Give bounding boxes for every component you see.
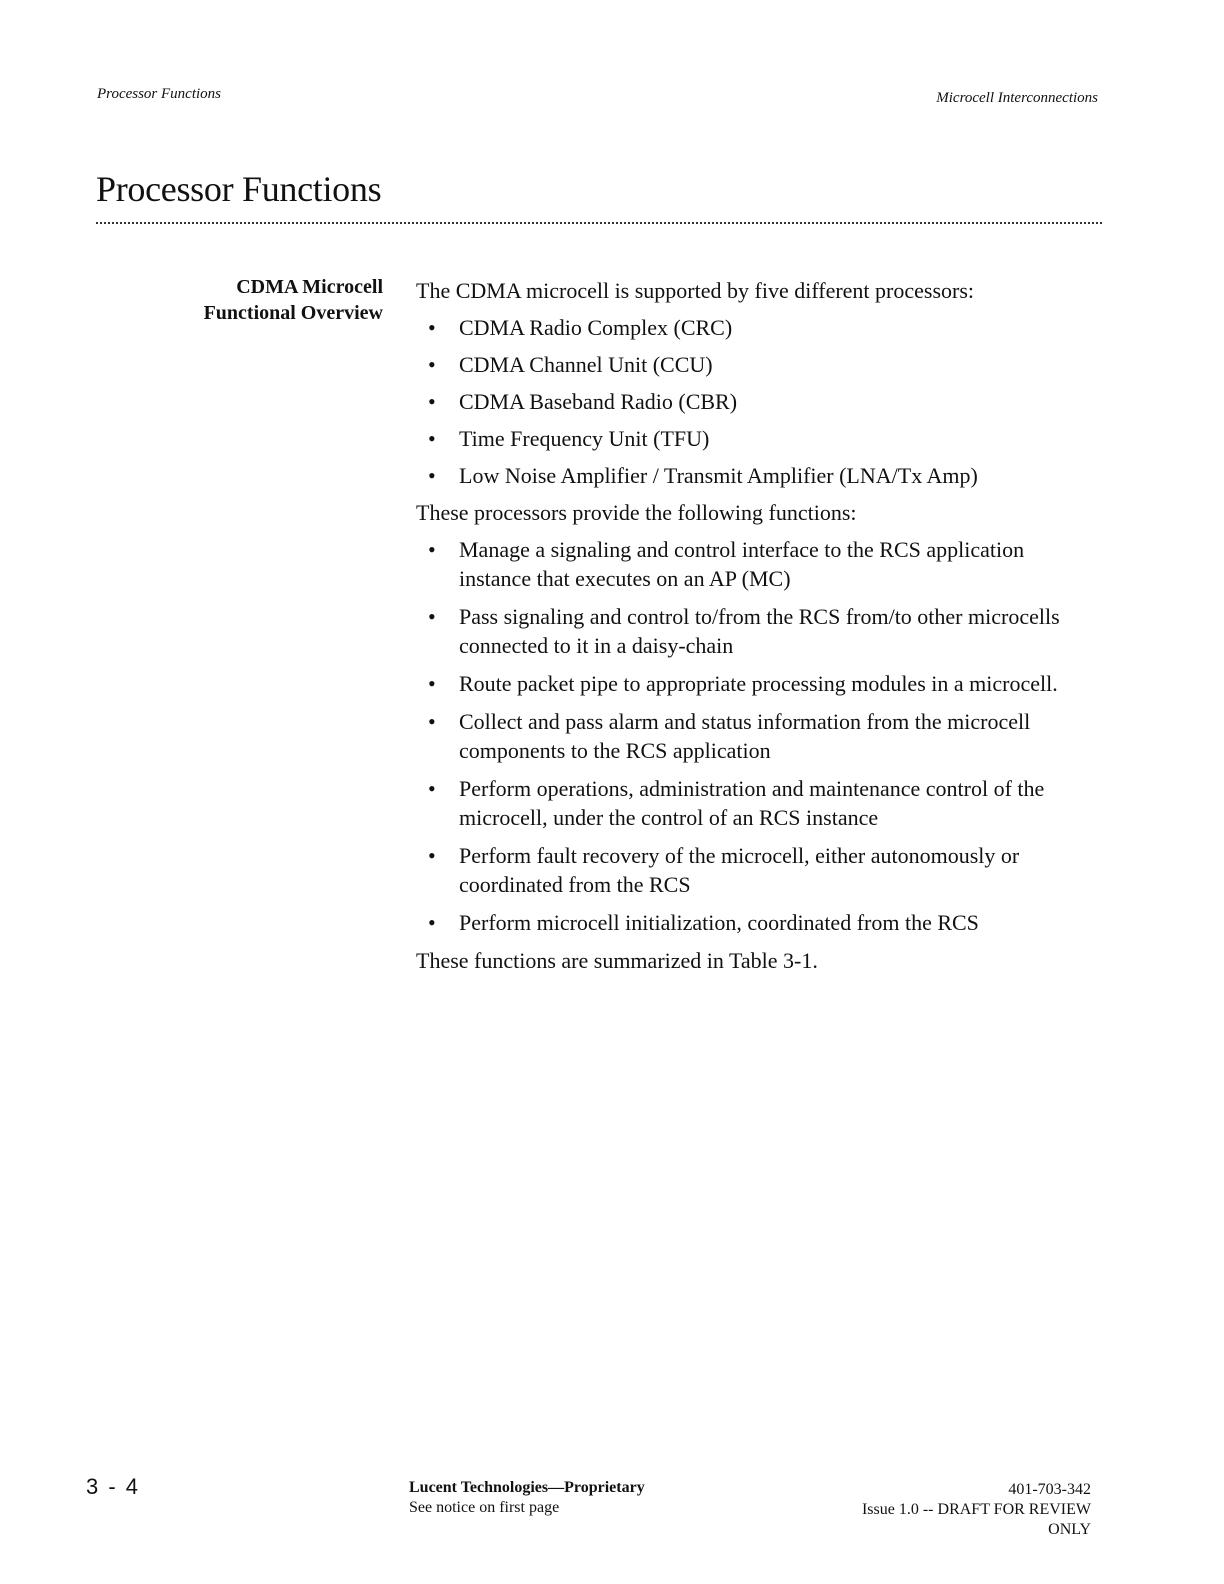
bullet-icon: • (428, 463, 436, 488)
bullet-icon: • (428, 671, 436, 696)
page-title: Processor Functions (96, 169, 382, 209)
title-divider (96, 222, 1102, 224)
list-item-text: Collect and pass alarm and status information from the microcell components to the RCS application (459, 709, 1031, 763)
list-item-text: Time Frequency Unit (TFU) (459, 426, 710, 451)
list-item (416, 313, 1096, 342)
side-heading-line-1: CDMA Microcell (236, 276, 383, 298)
body-column (416, 276, 1096, 975)
list-item-text: Perform operations, administration and maintenance control of the microcell, under the control of an RCS instance (459, 776, 1045, 830)
list-item (416, 535, 1096, 593)
list-item-text: Manage a signaling and control interface to the RCS application instance that executes on an AP (MC) (459, 537, 1025, 591)
list-item (416, 387, 1096, 416)
list-item-text: Route packet pipe to appropriate processing modules in a microcell. (459, 671, 1058, 696)
bullet-icon: • (428, 604, 436, 629)
intro-paragraph: The CDMA microcell is supported by five different processors: (416, 278, 975, 303)
bullet-icon: • (428, 709, 436, 734)
list-item (416, 350, 1096, 379)
footer-notice: See notice on first page (409, 1499, 560, 1516)
list-item (416, 461, 1096, 490)
footer-company: Lucent Technologies—Proprietary (409, 1479, 645, 1496)
list-item (416, 669, 1096, 698)
list-item (416, 602, 1096, 660)
list-item-text: CDMA Channel Unit (CCU) (459, 352, 713, 377)
closing-paragraph: These functions are summarized in Table 3-1. (416, 948, 818, 973)
side-heading (150, 274, 383, 326)
bullet-icon: • (428, 776, 436, 801)
bullet-icon: • (428, 910, 436, 935)
bullet-icon: • (428, 352, 436, 377)
footer-doc-number: 401-703-342 (1008, 1481, 1091, 1498)
footer-proprietary-notice (409, 1478, 645, 1518)
functions-list (416, 535, 1096, 937)
processor-list (416, 313, 1096, 490)
list-item-text: CDMA Baseband Radio (CBR) (459, 389, 738, 414)
running-header-right: Microcell Interconnections (936, 90, 1098, 106)
bullet-icon: • (428, 537, 436, 562)
running-header-left: Processor Functions (97, 86, 222, 102)
list-item (416, 908, 1096, 937)
page-number: 3 - 4 (86, 1474, 141, 1499)
bullet-icon: • (428, 315, 436, 340)
list-item-text: CDMA Radio Complex (CRC) (459, 315, 733, 340)
side-heading-line-2: Functional Overview (203, 302, 383, 324)
list-item (416, 841, 1096, 899)
list-item-text: Pass signaling and control to/from the RCS from/to other microcells connected to it in a daisy-chain (459, 604, 1060, 658)
functions-intro-paragraph: These processors provide the following functions: (416, 500, 857, 525)
footer-issue-line-2: ONLY (1048, 1521, 1091, 1538)
footer-issue-line-1: Issue 1.0 -- DRAFT FOR REVIEW (861, 1501, 1091, 1518)
bullet-icon: • (428, 843, 436, 868)
list-item (416, 707, 1096, 765)
list-item-text: Perform fault recovery of the microcell, either autonomously or coordinated from the RCS (459, 843, 1020, 897)
list-item-text: Perform microcell initialization, coordinated from the RCS (459, 910, 979, 935)
bullet-icon: • (428, 426, 436, 451)
footer-document-info (862, 1480, 1091, 1540)
list-item-text: Low Noise Amplifier / Transmit Amplifier (LNA/Tx Amp) (459, 463, 978, 488)
list-item (416, 424, 1096, 453)
bullet-icon: • (428, 389, 436, 414)
list-item (416, 774, 1096, 832)
